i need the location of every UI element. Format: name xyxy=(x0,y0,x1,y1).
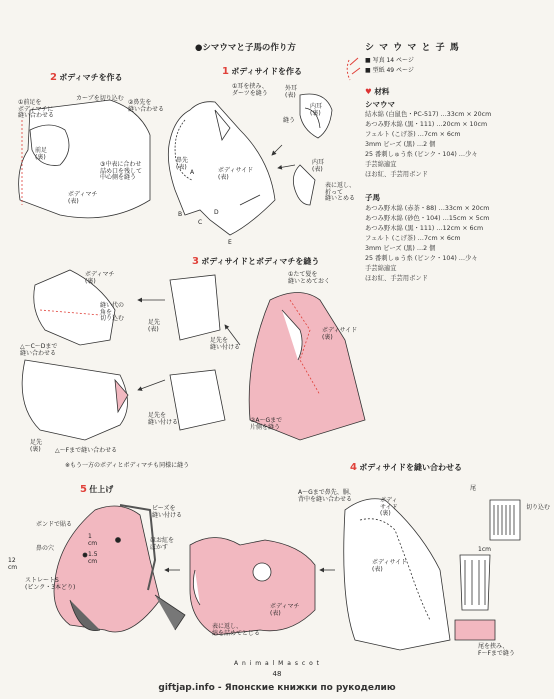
s3-note-foot2: 足先を 縫い付ける xyxy=(148,412,179,426)
s1-inner-ear: 内耳 (裏) xyxy=(310,103,323,117)
step1-diagram xyxy=(168,94,332,235)
pattern-ref: ■ 型紙 49 ページ xyxy=(365,67,414,74)
s1-letter-d: D xyxy=(214,209,219,216)
materials-heading: ♥ 材料 xyxy=(365,87,390,96)
step4-diagram xyxy=(344,499,520,650)
s1-nose: 鼻先 (表) xyxy=(176,157,189,171)
s4-note-ag: A〜Gまで鼻先、胴、 背中を縫い合わせる xyxy=(298,489,355,503)
step3-title: 3 ボディサイドとボディマチを縫う xyxy=(192,256,320,267)
s2-note3: ③中表に合わせ 詰め口を残して 中心側を縫う xyxy=(100,161,143,182)
magazine-name: A n i m a l M a s c o t xyxy=(233,660,321,667)
s1-sew: 縫う xyxy=(283,117,296,124)
s3-note-foot: 足先を 縫い付ける xyxy=(210,337,241,351)
s1-letter-a: A xyxy=(190,169,195,176)
s1-inner-ear2: 内耳 (表) xyxy=(312,159,325,173)
zebra-material: フェルト (こげ茶) …7cm × 6cm xyxy=(365,131,461,138)
s3-note-mane: ①たて髪を 縫いとめておく xyxy=(288,271,331,285)
zebra-material: 結木綿 (白鼠色・PC-517) …33cm × 20cm xyxy=(365,111,492,118)
step3-diagram xyxy=(22,270,365,440)
pony-material: 3mm ビーズ (黒) …2 個 xyxy=(365,245,436,252)
step5-title: 5 仕上げ xyxy=(80,484,114,495)
s5-dim15: 1.5 cm xyxy=(88,551,98,565)
step2-title: 2 ボディマチを作る xyxy=(50,72,123,83)
s2-gusset: ボディマチ (表) xyxy=(68,191,98,205)
pony-material: あつみ野木綿 (黒・111) …12cm × 6cm xyxy=(365,225,484,232)
zebra-material: 3mm ビーズ (黒) …2 個 xyxy=(365,141,436,148)
step1-title: 1 ボディサイドを作る xyxy=(222,66,303,77)
pony-material: あつみ野木綿 (砂色・104) …15cm × 5cm xyxy=(365,215,490,222)
s3-note-seam: 縫い代の 角を 切り込む xyxy=(100,302,125,323)
page-title: ●シマウマと子馬の作り方 xyxy=(195,43,296,53)
zebra-material: 手芸綿適宜 xyxy=(365,161,397,168)
s4-cut: 切り込む xyxy=(526,504,551,511)
s4-tail: 尾 xyxy=(470,485,477,492)
s3-gusset-back: ボディマチ (裏) xyxy=(85,271,115,285)
s3-note-other: ※もう一方のボディとボディマチも同様に縫う xyxy=(65,462,190,469)
s5-glue: ボンドで貼る xyxy=(36,521,73,528)
s5-dim1: 1 cm xyxy=(88,533,98,547)
pony-heading: 子馬 xyxy=(365,193,380,202)
s1-outer-ear: 外耳 (表) xyxy=(285,85,298,99)
pony-material: 手芸綿適宜 xyxy=(365,265,397,272)
s1-body-side: ボディサイド (表) xyxy=(218,167,254,181)
s2-note-curve: カーブを切り込む xyxy=(76,95,124,102)
pony-material: フェルト (こげ茶) …7cm × 6cm xyxy=(365,235,461,242)
s2-note1: ①前足を ボディマチに 縫い合わせる xyxy=(18,99,55,120)
s3-note-af: △〜Fまで縫い合わせる xyxy=(55,447,118,454)
side-title: シ マ ウ マ と 子 馬 xyxy=(365,43,460,53)
s1-letter-c: C xyxy=(198,219,203,226)
pony-material: あつみ野木綿 (赤茶・88) …33cm × 20cm xyxy=(365,205,490,212)
s5-height: 12 cm xyxy=(8,557,18,571)
zebra-material: ほお紅、手芸用ボンド xyxy=(365,171,428,178)
s5-stitch: ストレートS (ピンク・3本どり) xyxy=(25,577,76,591)
s3-body-side-back: ボディサイド (裏) xyxy=(322,327,358,341)
s3-foot: 足先 (表) xyxy=(148,319,161,333)
s2-front-leg: 前足 (裏) xyxy=(35,147,48,161)
zebra-heading: シマウマ xyxy=(365,100,395,109)
s5-close-note: 表に返し、 綿を詰めてとじる xyxy=(212,623,261,637)
s5-bead: ビーズを 縫い付ける xyxy=(152,505,183,519)
decor-mark xyxy=(350,58,360,74)
step4-title: 4 ボディサイドを縫い合わせる xyxy=(350,462,463,473)
s3-note-ag: ②A〜Gまで 片側を縫う xyxy=(250,417,283,431)
pony-material: 25 番刺しゅう糸 (ピンク・104) …少々 xyxy=(365,255,478,262)
pony-material: ほお紅、手芸用ボンド xyxy=(365,275,428,282)
s4-tail-note: 尾を挟み、 F〜Fまで縫う xyxy=(478,643,515,657)
s4-body-side-back: ボディ サイド (裏) xyxy=(380,497,398,518)
s4-cm: 1cm xyxy=(478,546,491,553)
photo-ref: ■ 写真 14 ページ xyxy=(365,57,414,64)
zebra-material: 25 番刺しゅう糸 (ピンク・104) …少々 xyxy=(365,151,478,158)
zebra-material: あつみ野木綿 (黒・111) …20cm × 10cm xyxy=(365,121,488,128)
s1-fold-note: 表に返し、 折って 縫いとめる xyxy=(325,182,356,203)
site-watermark: giftjap.info - Японские книжки по рукоделию xyxy=(158,683,396,693)
s5-blush: ほお紅を ぼかす xyxy=(150,537,175,551)
page-number: 48 xyxy=(272,670,282,678)
s2-note2: ②鼻先を 縫い合わせる xyxy=(128,99,165,113)
s1-letter-e: E xyxy=(228,239,232,246)
s1-note1: ①耳を挟み、 ダーツを縫う xyxy=(232,83,268,97)
s5-gusset-front: ボディマチ (表) xyxy=(270,603,300,617)
s1-letter-b: B xyxy=(178,211,183,218)
s4-body-side-front: ボディサイド (表) xyxy=(372,559,408,573)
s3-note-cd: △〜C〜Dまで 縫い合わせる xyxy=(20,343,58,357)
s5-nostril: 鼻の穴 xyxy=(36,545,55,552)
s3-foot-back: 足先 (裏) xyxy=(30,439,43,453)
